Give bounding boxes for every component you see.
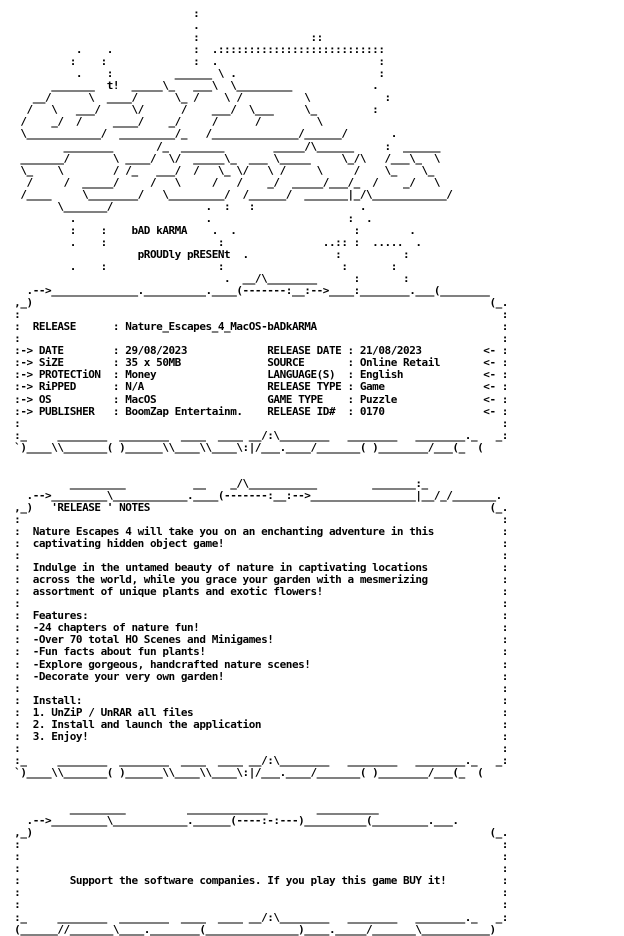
nfo-line: ,_) 'RELEASE ' NOTES (_. [8,500,508,514]
nfo-line: : 3. Enjoy! : [8,729,508,743]
nfo-line: \_ \ / /_ ___/ / \_ \/ \ / \ / \_ \_ [8,163,434,177]
nfo-line: / \ ___/ \/ / ___/ \___ \_ : [8,103,379,117]
nfo-line: : : bAD kARMA . . : . [8,223,416,237]
nfo-line: : Install: : [8,693,508,707]
nfo-line: : : [8,838,508,852]
nfo-line: : 2. Install and launch the application : [8,717,508,731]
nfo-line: / _/ / ____/ _/ / / \ [8,115,323,129]
nfo-line: : -Explore gorgeous, handcrafted nature scenes! : [8,657,508,671]
nfo-line: (______//_______\____.________(_______________)____._____/_______\___________) [8,922,496,936]
nfo-line: :-> RiPPED : N/A RELEASE TYPE : Game <- : [8,380,508,394]
nfo-line: / / _____/ / \ / / _/ _____/___/_ / _/ \ [8,175,441,189]
nfo-line: :-> OS : MacOS GAME TYPE : Puzzle <- : [8,392,508,406]
nfo-line: :_ ________ ________ ____ ____ __/:\________ ________ ________._ _: [8,753,508,767]
nfo-line: : -Over 70 total HO Scenes and Minigames! : [8,633,508,647]
nfo-line: :-> PUBLISHER : BoomZap Entertainm. RELEASE ID# : 0170 <- : [8,404,508,418]
nfo-line: ,_) (_. [8,296,508,310]
nfo-line: \_______/ . : : . [8,199,367,213]
nfo-line: . [8,19,200,33]
nfo-line: pROUDly pRESENt . : : [8,247,410,261]
nfo-line: _________ _____________ __________ [8,802,379,816]
nfo-line: : 1. UnZiP / UnRAR all files : [8,705,508,719]
nfo-line: :_ ________ ________ ____ ____ __/:\________ ________ ________._ _: [8,910,508,924]
nfo-line: . : : ..:: : ..... . [8,235,422,249]
nfo-line: : captivating hidden object game! : [8,537,508,551]
nfo-line: .-->______________.__________.____(-------:__:-->____:________.___(________ [8,284,490,298]
nfo-line: \____________/ _________/_ /______________/______/ . [8,127,397,141]
nfo-line: _______/ \ ____/ \/ _____\_ ___ \_____ \_/\ /___\_ \ [8,151,441,165]
nfo-line: `)____\\_______( )______\\____\\____\:|/___.____/_______( )________/___(_ ( [8,765,484,779]
nfo-line: : Support the software companies. If you play this game BUY it! : [8,874,508,888]
nfo-line: : : [8,512,508,526]
nfo-line: .-->_________\____________.____(-------:__:-->_________________|__/_/_______. [8,488,502,502]
nfo-line: : Indulge in the untamed beauty of nature in captivating locations : [8,561,508,575]
nfo-line: /____ \________/ \_________/ /______/ _______|_/\____________/ [8,187,453,201]
nfo-line: . . : . [8,211,373,225]
nfo-line: : -Fun facts about fun plants! : [8,645,508,659]
nfo-line: : -Decorate your very own garden! : [8,669,508,683]
nfo-text [8,8,508,936]
nfo-line: .-->_________\____________.______(----:-:---)__________(_________.___. [8,814,459,828]
nfo-line: . : : : : [8,259,397,273]
nfo-line: : : [8,898,508,912]
nfo-line: ________ /_ _______ _____/\______ : ______ [8,139,441,153]
nfo-line: `)____\\_______( )______\\____\\____\:|/___.____/_______( )________/___(_ ( [8,440,484,454]
nfo-line: _______ t! _____\_ ___\ \_________ . [8,79,379,93]
nfo-line: : : [8,862,508,876]
nfo-line: : [8,7,200,20]
nfo-line: : across the world, while you grace your garden with a mesmerizing : [8,573,508,587]
nfo-line: : Features: : [8,609,508,623]
nfo-line: : RELEASE : Nature_Escapes_4_MacOS-bADkARMA : [8,320,508,334]
nfo-line: :-> DATE : 29/08/2023 RELEASE DATE : 21/08/2023 <- : [8,344,508,358]
nfo-line: . __/\________ : : [8,272,410,286]
nfo-line: :_ ________ ________ ____ ____ __/:\________ ________ ________._ _: [8,428,508,442]
nfo-line: ,_) (_. [8,826,508,840]
nfo-line: : : [8,332,508,346]
nfo-line: : : [8,886,508,900]
nfo-line: : : : . : [8,55,385,69]
nfo-line: : assortment of unique plants and exotic flowers! : [8,585,508,599]
nfo-line: : : [8,597,508,611]
nfo-line: : : [8,850,508,864]
nfo-line: __/ \ ____/ \_ / \ / \ : [8,91,391,105]
nfo-line: : : [8,681,508,695]
nfo-line: : Nature Escapes 4 will take you on an enchanting adventure in this : [8,525,508,539]
nfo-line: :-> PROTECTiON : Money LANGUAGE(S) : English <- : [8,368,508,382]
nfo-line: : -24 chapters of nature fun! : [8,621,508,635]
nfo-line: :-> SiZE : 35 x 50MB SOURCE : Online Retail <- : [8,356,508,370]
nfo-line: . . : .::::::::::::::::::::::::::: [8,43,385,57]
nfo-line: _________ __ _/\___________ _______:_ [8,476,428,490]
nfo-line: : : [8,741,508,755]
nfo-line: . : ______ \ . : [8,67,385,81]
nfo-line: : : [8,308,508,322]
nfo-line: : : [8,549,508,563]
nfo-line: : :: [8,31,323,45]
nfo-line: : : [8,416,508,430]
